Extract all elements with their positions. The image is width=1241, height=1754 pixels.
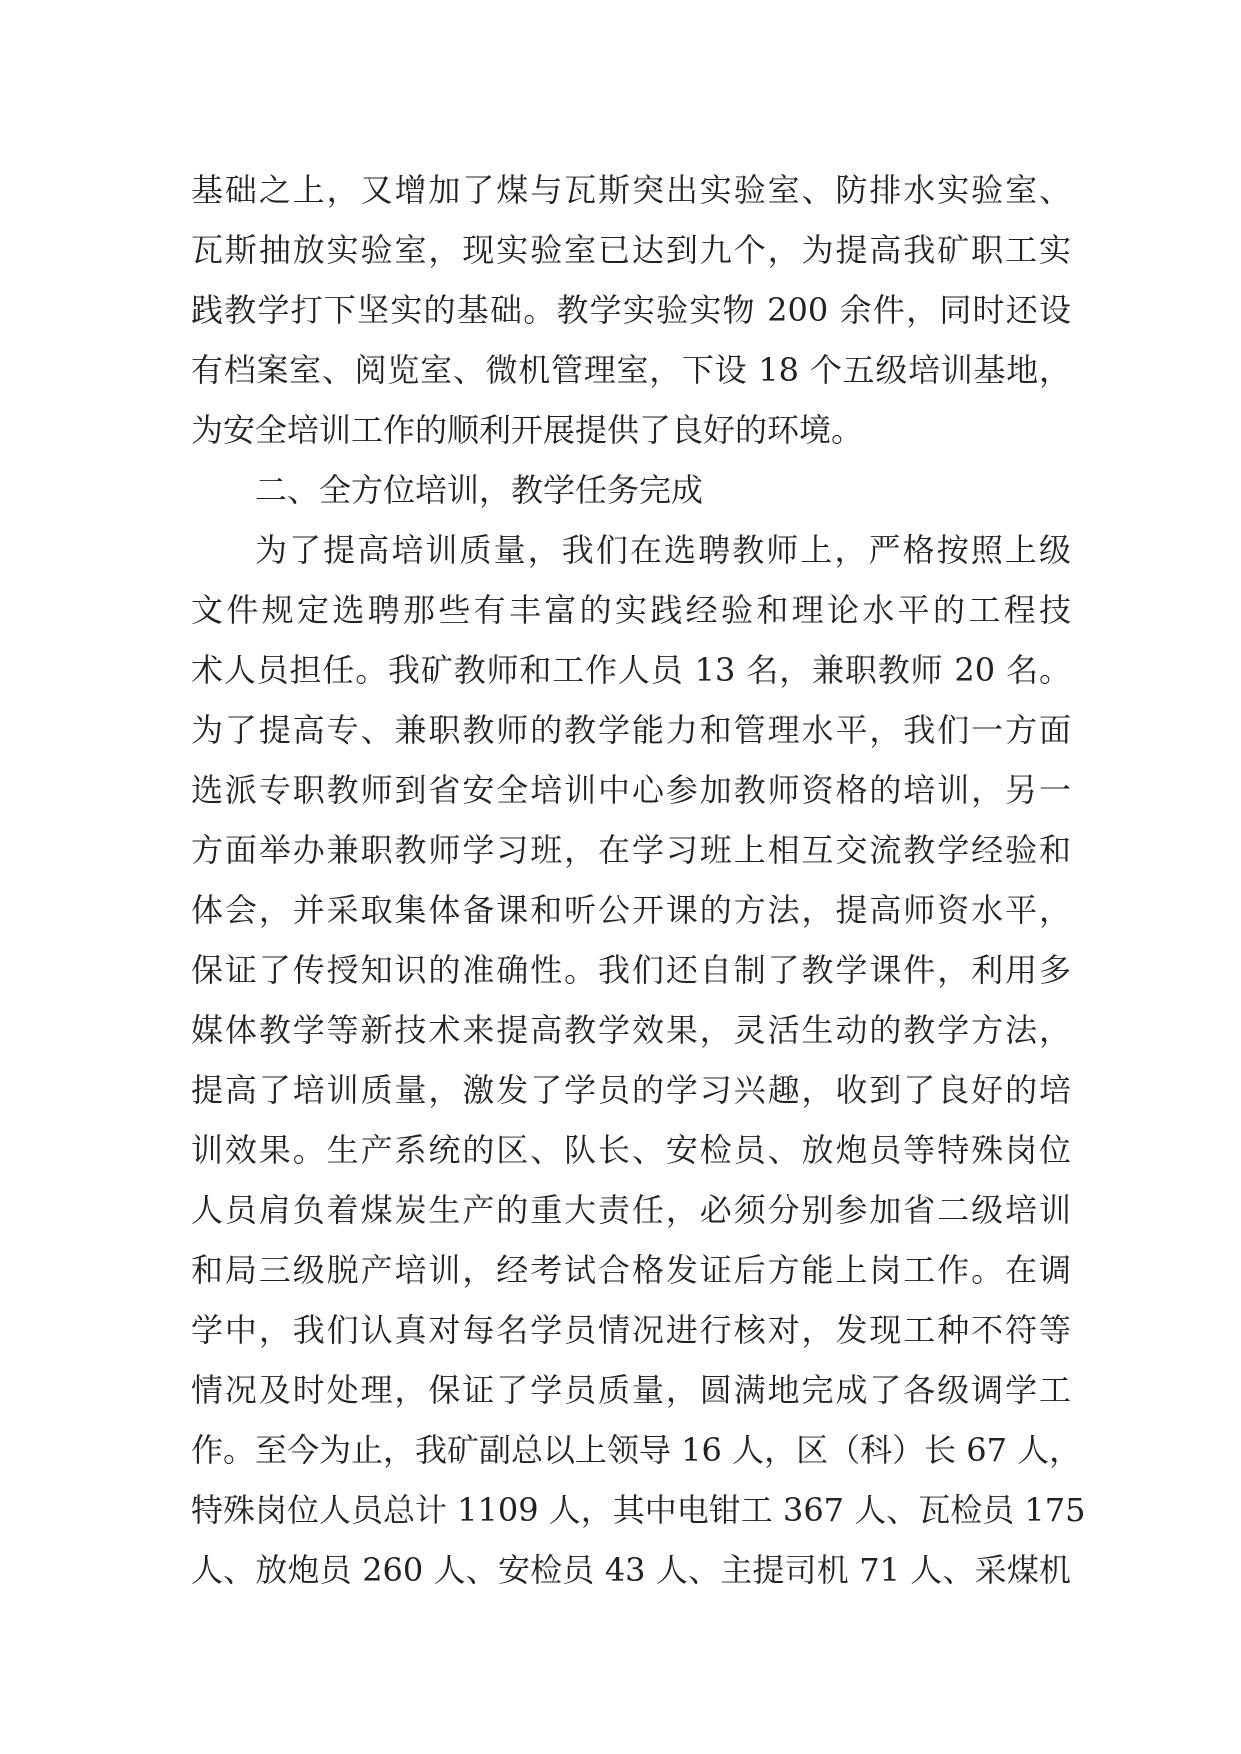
text-line: 体会，并采取集体备课和听公开课的方法，提高师资水平， bbox=[191, 891, 1071, 929]
text-line: 作。至今为止，我矿副总以上领导 16 人，区（科）长 67 人， bbox=[191, 1431, 1082, 1469]
text-line: 和局三级脱产培训，经考试合格发证后方能上岗工作。在调 bbox=[191, 1251, 1071, 1289]
text-line: 瓦斯抽放实验室，现实验室已达到九个，为提高我矿职工实 bbox=[191, 231, 1071, 269]
text-line: 为了提高培训质量，我们在选聘教师上，严格按照上级 bbox=[255, 531, 1071, 569]
section-heading: 二、全方位培训，教学任务完成 bbox=[255, 471, 704, 509]
text-line: 选派专职教师到省安全培训中心参加教师资格的培训，另一 bbox=[191, 771, 1071, 809]
text-line: 情况及时处理，保证了学员质量，圆满地完成了各级调学工 bbox=[191, 1371, 1071, 1409]
body-text bbox=[191, 160, 1086, 1600]
text-line: 媒体教学等新技术来提高教学效果，灵活生动的教学方法， bbox=[191, 1011, 1071, 1049]
text-line: 提高了培训质量，激发了学员的学习兴趣，收到了良好的培 bbox=[191, 1071, 1071, 1109]
text-line: 为安全培训工作的顺利开展提供了良好的环境。 bbox=[191, 411, 864, 449]
text-line: 有档案室、阅览室、微机管理室，下设 18 个五级培训基地， bbox=[191, 351, 1071, 389]
text-line: 方面举办兼职教师学习班，在学习班上相互交流教学经验和 bbox=[191, 831, 1071, 869]
text-line: 人、放炮员 260 人、安检员 43 人、主提司机 71 人、采煤机 bbox=[191, 1551, 1071, 1589]
text-line: 人员肩负着煤炭生产的重大责任，必须分别参加省二级培训 bbox=[191, 1191, 1071, 1229]
text-line: 术人员担任。我矿教师和工作人员 13 名，兼职教师 20 名。 bbox=[191, 651, 1071, 689]
text-line: 践教学打下坚实的基础。教学实验实物 200 余件，同时还设 bbox=[191, 291, 1071, 329]
text-line: 基础之上，又增加了煤与瓦斯突出实验室、防排水实验室、 bbox=[191, 171, 1071, 209]
text-line: 特殊岗位人员总计 1109 人，其中电钳工 367 人、瓦检员 175 bbox=[191, 1491, 1086, 1529]
text-line: 学中，我们认真对每名学员情况进行核对，发现工种不符等 bbox=[191, 1311, 1071, 1349]
text-line: 训效果。生产系统的区、队长、安检员、放炮员等特殊岗位 bbox=[191, 1131, 1071, 1169]
text-line: 保证了传授知识的准确性。我们还自制了教学课件，利用多 bbox=[191, 951, 1071, 989]
text-line: 为了提高专、兼职教师的教学能力和管理水平，我们一方面 bbox=[191, 711, 1071, 749]
text-line: 文件规定选聘那些有丰富的实践经验和理论水平的工程技 bbox=[191, 591, 1071, 629]
